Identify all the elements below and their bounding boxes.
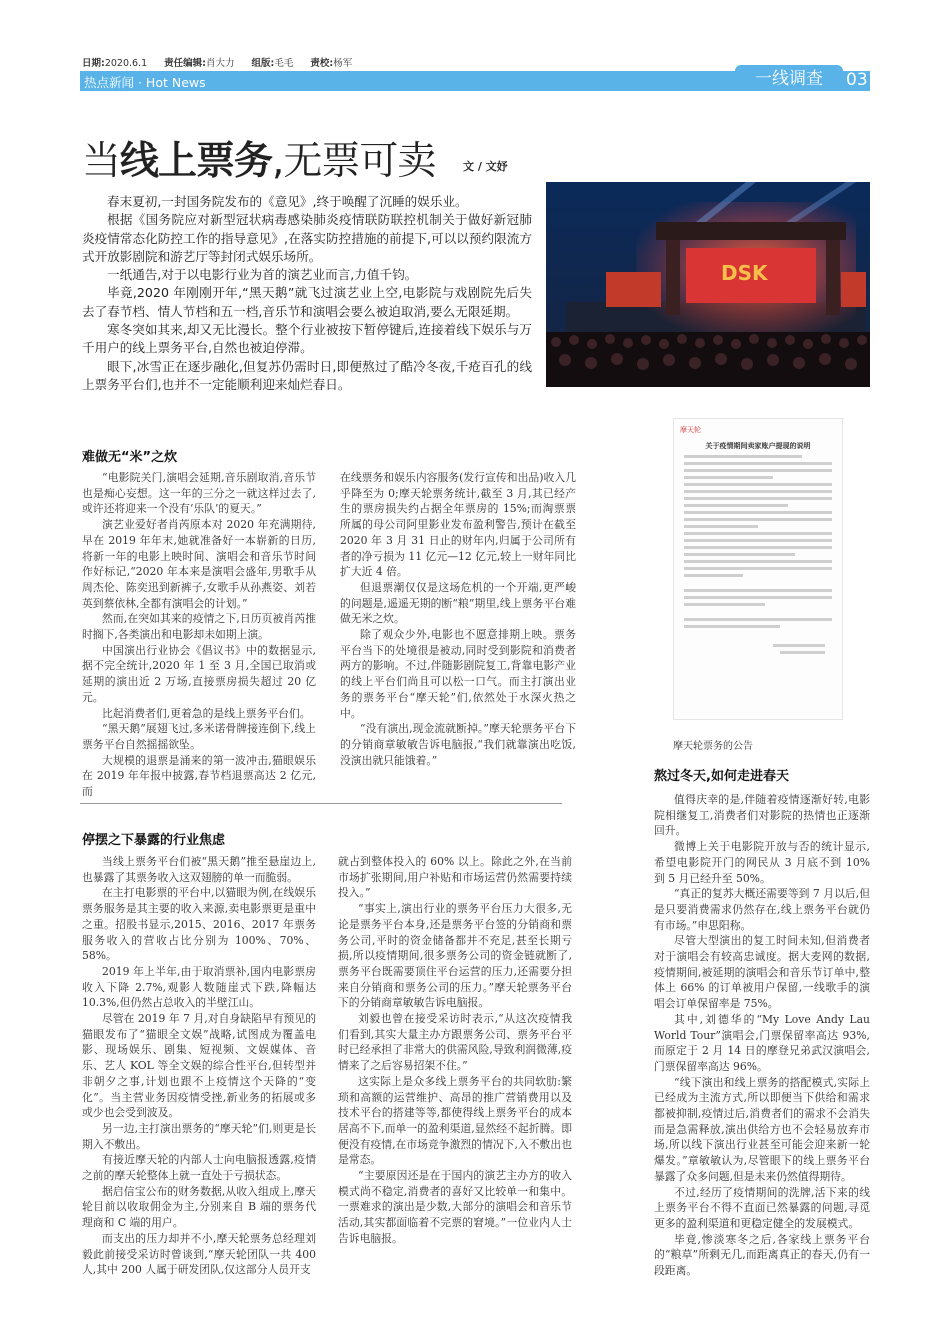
byline: 文 / 文妤	[463, 160, 508, 173]
title-part2: ,无票可卖	[272, 139, 436, 184]
paragraph: 尽管在 2019 年 7 月,对自身缺陷早有预见的猫眼发布了“猫眼全文娱”战略,试图成为覆盖电影、现场娱乐、剧集、短视频、文娱媒体、音乐、艺人 KOL 等全文娱的综合性平台,但转型并非朝夕之事,计划也跟不上疫情这个天降的“变化”。当主营业务因疫情受挫,新业务的拓展或多或少也会受到波及。	[82, 1012, 316, 1120]
section1-column1	[82, 470, 316, 800]
paragraph: 就占到整体投入的 60% 以上。除此之外,在当前市场扩张期间,用户补贴和市场运营仍然需要持续投入。”	[338, 855, 572, 900]
paragraph: 尽管大型演出的复工时间未知,但消费者对于演唱会有较高忠诚度。据大麦网的数据,疫情期间,被延期的演唱会和音乐节订单中,整体上 66% 的订单被用户保留,一线歌手的演唱会订单保留率是 75%。	[654, 934, 870, 1011]
title-bold: 线上票务	[120, 139, 273, 184]
intro-paragraph: 根据《国务院应对新型冠状病毒感染肺炎疫情联防联控机制关于做好新冠肺炎疫情常态化防控工作的指导意见》,在落实防控措施的前提下,可以以预约限流方式开放影剧院和游艺厅等封闭式娱乐场所。	[82, 212, 532, 264]
paragraph: “事实上,演出行业的票务平台压力大很多,无论是票务平台本身,还是票务平台签的分销商和票务公司,平时的资金储备都并不充足,甚至长期亏损,所以疫情期间,很多票务公司的资金链就断了,票务平台既需要顶住平台运营的压力,还需要分担来自分销商和票务公司的压力。”摩天轮票务平台下的分销商章敏敏告诉电脑报。	[338, 902, 572, 1010]
paragraph: 比起消费者们,更着急的是线上票务平台们。	[102, 706, 311, 720]
section3-column	[654, 792, 870, 1279]
paragraph: 在线票务和娱乐内容服务(发行宣传和出品)收入几乎降至为 0;摩天轮票务统计,截至 3 月,其已经产生的票房损失约占据全年票房的 15%;而淘票票所属的母公司阿里影业发布盈利警告,预计在截至 2020 年 3 月 31 日止的财年内,归属于公司所有者的净亏损为 11 亿元—12 亿元,较上一财年同比扩大近 4 倍。	[340, 471, 576, 579]
column-tab	[735, 65, 843, 91]
ticketing-notice-image	[673, 418, 843, 720]
notice-title: 关于疫情期间卖家账户提现的说明	[705, 442, 811, 450]
paragraph: 当线上票务平台们被“黑天鹅”推至悬崖边上,也暴露了其票务收入这双翅膀的单一而脆弱。	[82, 855, 316, 884]
date-label: 日期:	[82, 58, 105, 69]
paragraph: 有接近摩天轮的内部人士向电脑报透露,疫情之前的摩天轮整体上就一直处于亏损状态。	[82, 1153, 316, 1183]
intro-paragraph: 毕竟,2020 年刚刚开年,“黑天鹅”就飞过演艺业上空,电影院与戏剧院先后失去了春节档、情人节档和五一档,音乐节和演唱会要么被迫取消,要么无限延期。	[82, 285, 532, 319]
paragraph: 然而,在突如其来的疫情之下,日历页被肖芮推时搁下,各类演出和电影却未如期上演。	[82, 612, 316, 642]
section2-column1	[82, 854, 316, 1278]
paragraph: 另一边,主打演出票务的“摩天轮”们,则更是长期入不敷出。	[82, 1121, 316, 1151]
paragraph: 但退票潮仅仅是这场危机的一个开端,更严峻的问题是,遥遥无期的断“粮”期里,线上票务平台难做无米之炊。	[340, 580, 576, 626]
section1-heading: 难做无“米”之炊	[82, 450, 178, 465]
paragraph: 微博上关于电影院开放与否的统计显示,希望电影院开门的网民从 3 月底不到 10% 到 5 月已经升至 50%。	[654, 840, 870, 885]
section2-column2	[338, 854, 572, 1247]
concert-photo	[546, 182, 870, 387]
layout-label: 组版:	[251, 58, 275, 69]
paragraph: 据启信宝公布的财务数据,从收入组成上,摩天轮目前以收取佣金为主,分别来自 B 端的票务代理商和 C 端的用户。	[82, 1184, 316, 1230]
paragraph: 而支出的压力却并不小,摩天轮票务总经理刘毅此前接受采访时曾谈到,“摩天轮团队一共 400 人,其中 200 人属于研发团队,仅这部分人员开支	[82, 1231, 316, 1277]
intro-text	[82, 193, 532, 394]
section2-heading: 停摆之下暴露的行业焦虑	[82, 833, 226, 848]
notice-brand: 摩天轮	[680, 426, 701, 434]
article-title	[82, 130, 435, 186]
section-banner	[80, 71, 870, 91]
editor-label: 责任编辑:	[164, 58, 206, 69]
section1-column2	[340, 470, 576, 768]
intro-paragraph: 春末夏初,一封国务院发布的《意见》,终于唤醒了沉睡的娱乐业。	[107, 194, 468, 209]
page-meta	[82, 55, 366, 69]
paragraph: “黑天鹅”展翅飞过,多米诺骨牌接连倒下,线上票务平台自然摇摇欲坠。	[82, 722, 316, 751]
layout-value: 毛毛	[274, 58, 294, 69]
proof-label: 责校:	[310, 58, 334, 69]
intro-paragraph: 眼下,冰雪正在逐步融化,但复苏仍需时日,即便熬过了酷冷冬夜,千疮百孔的线上票务平台们,也并不一定能顺利迎来灿烂春日。	[82, 358, 532, 392]
paragraph: “线下演出和线上票务的搭配模式,实际上已经成为主流方式,所以即便当下供给和需求都被抑制,疫情过后,消费者们的需求不会消失而是急需释放,演出供给方也不会轻易放弃市场,所以线下演出行业甚至可能会迎来新一轮爆发。”章敏敏认为,尽管眼下的线上票务平台暴露了众多问题,但是未来仍然值得期待。	[654, 1075, 870, 1183]
title-part1: 当	[82, 139, 121, 184]
intro-paragraph: 寒冬突如其来,却又无比漫长。整个行业被按下暂停键后,连接着线下娱乐与万千用户的线上票务平台,自然也被迫停滞。	[82, 322, 532, 356]
proof-value: 杨军	[333, 58, 353, 69]
concert-illustration	[546, 182, 870, 387]
paragraph: 这实际上是众多线上票务平台的共同软肋:繁琐和高额的运营维护、高昂的推广营销费用以及技术平台的搭建等等,都使得线上票务平台的成本居高不下,而单一的盈利渠道,显然经不起折腾。即便没有疫情,在市场竞争激烈的情况下,入不敷出也是常态。	[338, 1074, 572, 1167]
paragraph: 除了观众少外,电影也不愿意排期上映。票务平台当下的处境很是被动,同时受到影院和消费者两方的影响。不过,伴随影剧院复工,背靠电影产业的线上平台们尚且可以松一口气。而主打演出业务的票务平台“摩天轮”们,依然处于水深火热之中。	[340, 628, 576, 720]
paragraph: 在主打电影票的平台中,以猫眼为例,在线娱乐票务服务是其主要的收入来源,卖电影票更是重中之重。招股书显示,2015、2016、2017 年票务服务收入的营收占比分别为 100%、70%、58%。	[82, 886, 316, 963]
intro-paragraph: 一纸通告,对于以电影行业为首的演艺业而言,力值千钧。	[107, 267, 418, 283]
editor-value: 肖大力	[205, 58, 235, 69]
svg-text:DSK: DSK	[721, 261, 768, 285]
paragraph: 毕竟,惨淡寒冬之后,各家线上票务平台的“粮草”所剩无几,而距离真正的春天,仍有一段距离。	[654, 1232, 870, 1278]
paragraph: 值得庆幸的是,伴随着疫情逐渐好转,电影院相继复工,消费者们对影院的热情也正逐渐回升。	[654, 793, 870, 838]
section3-heading: 熬过冬天,如何走进春天	[654, 769, 789, 784]
section-label: 热点新闻 · Hot News	[84, 75, 206, 90]
paragraph: 不过,经历了疫情期间的洗牌,活下来的线上票务平台不得不直面已然暴露的问题,寻觅更多的盈利渠道和更稳定健全的发展模式。	[654, 1185, 870, 1230]
paragraph: “主要原因还是在于国内的演艺主办方的收入模式尚不稳定,消费者的喜好又比较单一和集中。一票难求的演出是少数,大部分的演唱会和音乐节活动,其实都面临着不完票的窘境。”一位业内人士告诉电脑报。	[338, 1169, 572, 1245]
paragraph: “真正的复苏大概还需要等到 7 月以后,但是只要消费需求仍然存在,线上票务平台就仍有市场。”申思阳称。	[654, 887, 870, 932]
notice-caption: 摩天轮票务的公告	[673, 741, 753, 752]
paragraph: 其中,刘德华的“My Love Andy Lau World Tour”演唱会,门票保留率高达 93%,而原定于 2 月 14 日的摩登兄弟武汉演唱会,门票保留率高达 96%。	[654, 1012, 870, 1073]
page-number: 03	[846, 70, 868, 90]
paragraph: 大规模的退票是涌来的第一波冲击,猫眼娱乐在 2019 年年报中披露,春节档退票高达 2 亿元,而	[82, 753, 316, 799]
notice-body-lines	[674, 455, 842, 654]
section-divider	[80, 803, 562, 804]
paragraph: 刘毅也曾在接受采访时表示,“从这次疫情我们看到,其实大量主办方跟票务公司、票务平台平时已经承担了非常大的供需风险,导致利润微薄,疫情来了之后容易招架不住。”	[338, 1012, 572, 1073]
paragraph: 2019 年上半年,由于取消票补,国内电影票房收入下降 2.7%,观影人数随崖式下跌,降幅达 10.3%,但仍然占总收入的半壁江山。	[82, 964, 316, 1010]
paragraph: 演艺业爱好者肖芮原本对 2020 年充满期待,早在 2019 年年末,她就准备好一本崭新的日历,将新一年的电影上映时间、演唱会和音乐节时间作好标记,“2020 年本来是演唱会盛年,男歌手从周杰伦、陈奕迅到新裤子,女歌手从孙燕姿、刘若英到蔡依林,全都有演唱会的计划。”	[82, 518, 316, 610]
column-label: 一线调查	[738, 68, 840, 91]
paragraph: “没有演出,现金流就断掉。”摩天轮票务平台下的分销商章敏敏告诉电脑报,“我们就靠演出吃饭,没演出就只能饿着。”	[340, 722, 576, 767]
paragraph: 中国演出行业协会《倡议书》中的数据显示,据不完全统计,2020 年 1 至 3 月,全国已取消或延期的演出近 2 万场,直接票房损失超过 20 亿元。	[82, 643, 316, 704]
date-value: 2020.6.1	[104, 58, 148, 69]
paragraph: “电影院关门,演唱会延期,音乐剧取消,音乐节也是痴心妄想。这一年的三分之一就这样过去了,或许还将迎来一个没有‘乐队’的夏天。”	[82, 471, 316, 516]
